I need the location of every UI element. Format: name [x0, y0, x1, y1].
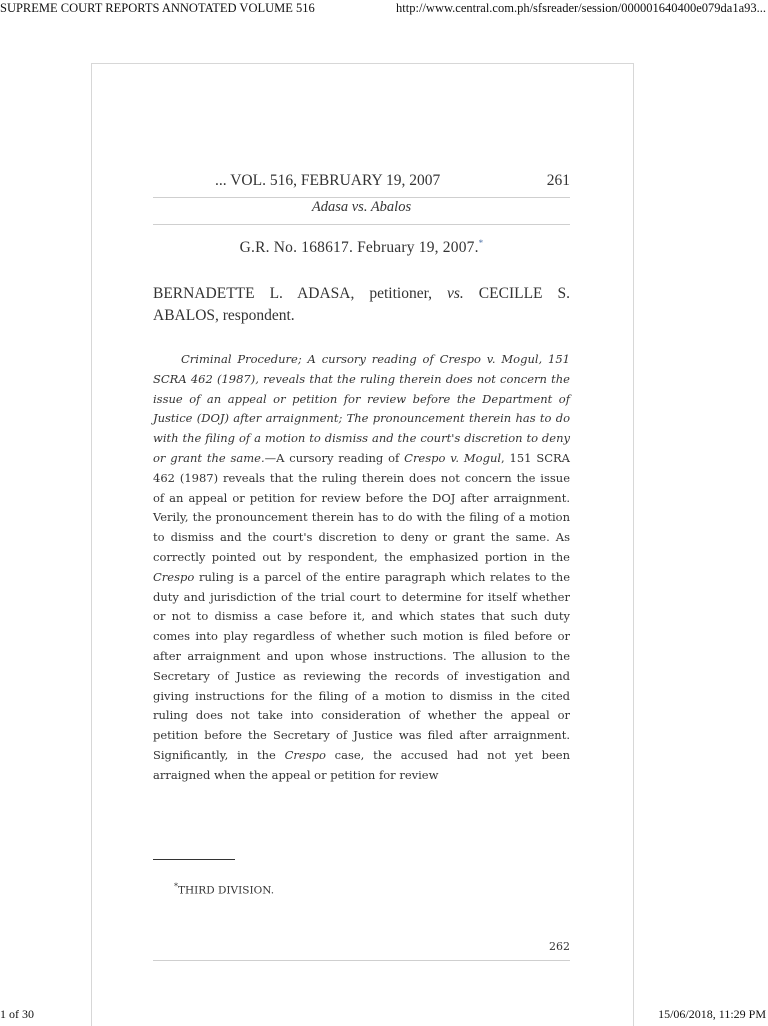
- syllabus-text: , 151 SCRA 462 (1987) reveals that the ruling therein does not concern the issue of an appeal or petition for review before the DOJ after arraignment. Verily, the pronouncement therein has to do with the filing of a motion to dismiss and the court's discretion to deny or grant the same. As correctly pointed out by respondent, the emphasized portion in the: [153, 450, 570, 564]
- footnote-rule: [153, 859, 235, 860]
- next-page-number: 262: [549, 940, 570, 953]
- gr-number-text: G.R. No. 168617. February 19, 2007.: [239, 239, 479, 257]
- parties: [153, 283, 570, 327]
- running-header: [153, 170, 570, 192]
- case-citation: Crespo: [284, 747, 326, 762]
- footnote: [174, 882, 591, 897]
- print-page-count: 1 of 30: [0, 1007, 34, 1021]
- case-title-rule: [153, 224, 570, 225]
- gr-footnote-link[interactable]: *: [478, 238, 484, 248]
- print-timestamp: 15/06/2018, 11:29 PM: [658, 1007, 766, 1021]
- gr-number: [153, 238, 570, 257]
- document-page: [91, 63, 634, 1026]
- case-citation: Crespo: [153, 569, 195, 584]
- print-header-title: SUPREME COURT REPORTS ANNOTATED VOLUME 516: [0, 1, 315, 15]
- syllabus-paragraph: [153, 350, 570, 786]
- syllabus-dash: —A cursory reading of: [264, 450, 405, 465]
- print-header-url: http://www.central.com.ph/sfsreader/session/000001640400e079da1a93...: [396, 1, 766, 15]
- case-title: Adasa vs. Abalos: [311, 199, 412, 215]
- footnote-mark: *: [174, 882, 178, 891]
- case-citation: Crespo v. Mogul: [404, 450, 502, 465]
- respondent: CECILLE S. ABALOS, respondent.: [153, 285, 570, 324]
- syllabus-text: case, the accused had not yet been arraigned when the appeal or petition for review: [153, 747, 570, 782]
- petitioner: BERNADETTE L. ADASA, petitioner,: [153, 285, 432, 302]
- header-rule: [153, 197, 570, 198]
- page-number: 261: [546, 172, 570, 189]
- syllabus-headnote: Criminal Procedure; A cursory reading of Crespo v. Mogul, 151 SCRA 462 (1987), reveals that the ruling therein does not concern the issue of an appeal or petition for review before the Department of Justice (DOJ) after arraignment; The pronouncement therein has to do with the filing of a motion to dismiss and the court's discretion to deny or grant the same.: [153, 352, 570, 465]
- running-title: ... VOL. 516, FEBRUARY 19, 2007: [215, 172, 441, 189]
- footnote-text: THIRD DIVISION.: [178, 884, 275, 897]
- syllabus-text: ruling is a parcel of the entire paragraph which relates to the duty and jurisdiction of the trial court to determine for itself whether or not to dismiss a case before it, and which states that such duty comes into play regardless of whether such motion is filed before or after arraignment and upon whose instructions. The allusion to the Secretary of Justice as reviewing the records of investigation and giving instructions for the filing of a motion to dismiss in the cited ruling does not take into consideration of whether the appeal or petition before the Secretary of Justice was filed after arraignment. Significantly, in the: [153, 569, 570, 762]
- page-break-rule: [153, 960, 570, 961]
- versus: vs.: [447, 285, 464, 302]
